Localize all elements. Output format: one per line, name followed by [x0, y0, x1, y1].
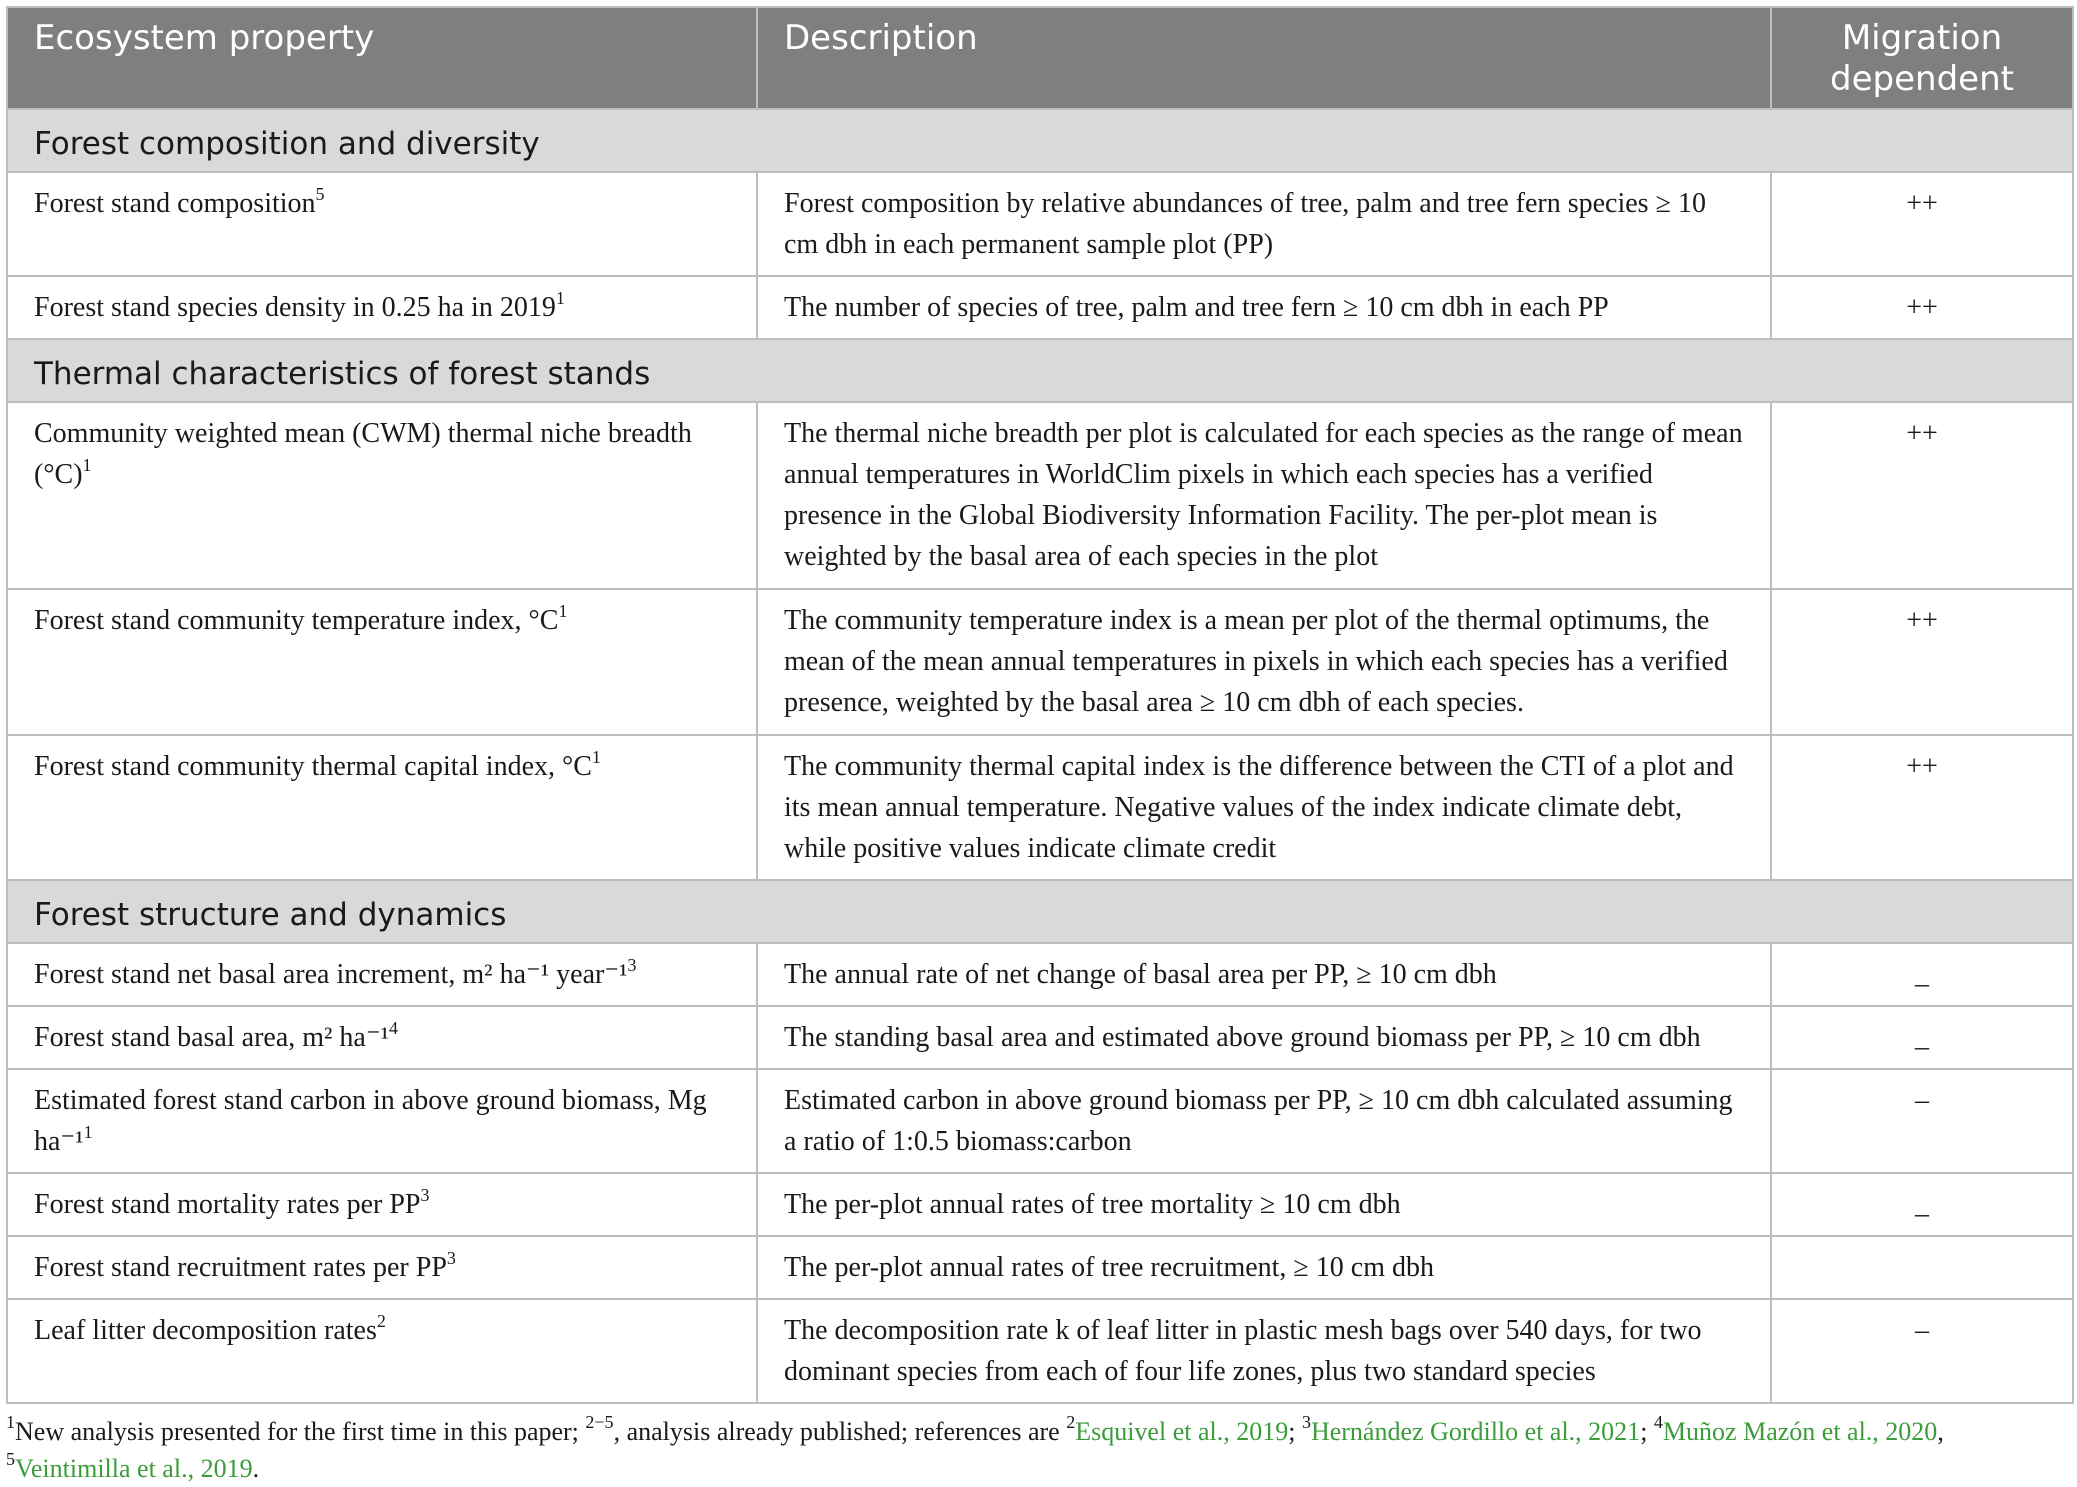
footnote-marker: 3 — [627, 954, 637, 975]
section-row — [7, 109, 2073, 172]
table-row — [7, 1299, 2073, 1403]
reference-link-veintimilla[interactable]: Veintimilla et al., 2019 — [15, 1454, 253, 1483]
migration-cell: ++ — [1771, 172, 2073, 276]
migration-cell: ++ — [1771, 589, 2073, 735]
table-row — [7, 172, 2073, 276]
property-cell — [7, 1299, 757, 1403]
section-row — [7, 880, 2073, 943]
header-ecosystem-property: Ecosystem property — [7, 7, 757, 109]
property-cell — [7, 1173, 757, 1236]
migration-cell: – — [1771, 1299, 2073, 1403]
table-header-row — [7, 7, 2073, 109]
ecosystem-properties-table — [6, 6, 2074, 1404]
property-text: Estimated forest stand carbon in above ground biomass, Mg ha⁻¹ — [34, 1085, 707, 1157]
description-cell: The decomposition rate k of leaf litter in plastic mesh bags over 540 days, for two dominant species from each of four life zones, plus two standard species — [757, 1299, 1771, 1403]
description-cell: The standing basal area and estimated above ground biomass per PP, ≥ 10 cm dbh — [757, 1006, 1771, 1069]
property-cell — [7, 402, 757, 589]
description-cell: The annual rate of net change of basal area per PP, ≥ 10 cm dbh — [757, 943, 1771, 1006]
header-migration-line2: dependent — [1830, 59, 2014, 99]
property-text: Forest stand basal area, m² ha⁻¹ — [34, 1022, 390, 1053]
footnote-marker: 5 — [315, 183, 325, 204]
footnote-marker: 1 — [555, 287, 565, 308]
property-text: Leaf litter decomposition rates — [34, 1315, 377, 1346]
description-cell: The per-plot annual rates of tree mortality ≥ 10 cm dbh — [757, 1173, 1771, 1236]
footnote-number: 2 — [1066, 1412, 1076, 1433]
description-cell: The community temperature index is a mean per plot of the thermal optimums, the mean of the mean annual temperatures in pixels in which each species has a verified presence, weighted by the basal area ≥ 10 cm dbh of each species. — [757, 589, 1771, 735]
footnote-separator: , — [1937, 1417, 1944, 1446]
header-migration-dependent — [1771, 7, 2073, 109]
property-text: Forest stand net basal area increment, m² ha⁻¹ year⁻¹ — [34, 959, 628, 990]
table-row — [7, 589, 2073, 735]
property-text: Forest stand composition — [34, 188, 316, 219]
migration-cell: _ — [1771, 1006, 2073, 1069]
migration-cell: ++ — [1771, 402, 2073, 589]
property-cell — [7, 589, 757, 735]
property-text: Forest stand mortality rates per PP — [34, 1189, 421, 1220]
footnote-marker: 2 — [376, 1310, 386, 1331]
footnote-marker: 1 — [591, 746, 601, 767]
table-row — [7, 1173, 2073, 1236]
migration-cell: ++ — [1771, 735, 2073, 880]
description-cell: The per-plot annual rates of tree recruitment, ≥ 10 cm dbh — [757, 1236, 1771, 1299]
description-cell: The number of species of tree, palm and tree fern ≥ 10 cm dbh in each PP — [757, 276, 1771, 339]
property-cell — [7, 1069, 757, 1173]
migration-cell: _ — [1771, 943, 2073, 1006]
migration-cell: ++ — [1771, 276, 2073, 339]
section-title: Forest composition and diversity — [7, 109, 2073, 172]
footnote-text: , analysis already published; references are — [613, 1417, 1067, 1446]
footnote-marker: 1 — [82, 454, 92, 475]
property-cell — [7, 1236, 757, 1299]
footnote-marker: 1 — [558, 600, 568, 621]
footnote-text: New analysis presented for the first time in this paper; — [15, 1417, 586, 1446]
description-cell: Estimated carbon in above ground biomass per PP, ≥ 10 cm dbh calculated assuming a ratio of 1:0.5 biomass:carbon — [757, 1069, 1771, 1173]
property-cell — [7, 172, 757, 276]
migration-cell — [1771, 1236, 2073, 1299]
reference-link-esquivel[interactable]: Esquivel et al., 2019 — [1075, 1417, 1289, 1446]
footnote-separator: ; — [1288, 1417, 1302, 1446]
property-cell — [7, 1006, 757, 1069]
table-row — [7, 402, 2073, 589]
table-footnote — [6, 1413, 2072, 1487]
table-row — [7, 276, 2073, 339]
section-title: Forest structure and dynamics — [7, 880, 2073, 943]
table-row — [7, 735, 2073, 880]
property-text: Forest stand community temperature index, °C — [34, 605, 559, 636]
footnote-marker: 3 — [420, 1184, 430, 1205]
footnote-marker: 3 — [446, 1247, 456, 1268]
footnote-end: . — [252, 1454, 260, 1483]
footnote-marker: 1 — [83, 1121, 93, 1142]
description-cell: The community thermal capital index is the difference between the CTI of a plot and its mean annual temperature. Negative values of the index indicate climate debt, while positive values indicate climate credit — [757, 735, 1771, 880]
property-cell — [7, 943, 757, 1006]
section-row — [7, 339, 2073, 402]
reference-link-munoz[interactable]: Muñoz Mazón et al., 2020 — [1662, 1417, 1938, 1446]
description-cell: Forest composition by relative abundances of tree, palm and tree fern species ≥ 10 cm dbh in each permanent sample plot (PP) — [757, 172, 1771, 276]
property-cell — [7, 735, 757, 880]
migration-cell: _ — [1771, 1173, 2073, 1236]
footnote-number: 1 — [6, 1412, 15, 1433]
description-cell: The thermal niche breadth per plot is calculated for each species as the range of mean annual temperatures in WorldClim pixels in which each species has a verified presence in the Global Biodiversity Information Facility. The per-plot mean is weighted by the basal area of each species in the plot — [757, 402, 1771, 589]
footnote-number: 5 — [6, 1449, 15, 1470]
property-text: Forest stand species density in 0.25 ha in 2019 — [34, 292, 556, 323]
footnote-separator: ; — [1640, 1417, 1654, 1446]
header-description: Description — [757, 7, 1771, 109]
section-title: Thermal characteristics of forest stands — [7, 339, 2073, 402]
table-row — [7, 943, 2073, 1006]
footnote-marker: 4 — [389, 1017, 399, 1038]
footnote-number: 2−5 — [585, 1412, 614, 1433]
property-cell — [7, 276, 757, 339]
ecosystem-properties-table-container — [6, 6, 2072, 1404]
header-migration-line1: Migration — [1841, 18, 2003, 58]
table-row — [7, 1236, 2073, 1299]
footnote-number: 4 — [1653, 1412, 1663, 1433]
table-row — [7, 1069, 2073, 1173]
reference-link-hernandez[interactable]: Hernández Gordillo et al., 2021 — [1310, 1417, 1641, 1446]
table-row — [7, 1006, 2073, 1069]
property-text: Forest stand community thermal capital index, °C — [34, 751, 592, 782]
migration-cell: – — [1771, 1069, 2073, 1173]
property-text: Forest stand recruitment rates per PP — [34, 1252, 447, 1283]
footnote-number: 3 — [1301, 1412, 1311, 1433]
property-text: Community weighted mean (CWM) thermal niche breadth (°C) — [34, 418, 692, 490]
